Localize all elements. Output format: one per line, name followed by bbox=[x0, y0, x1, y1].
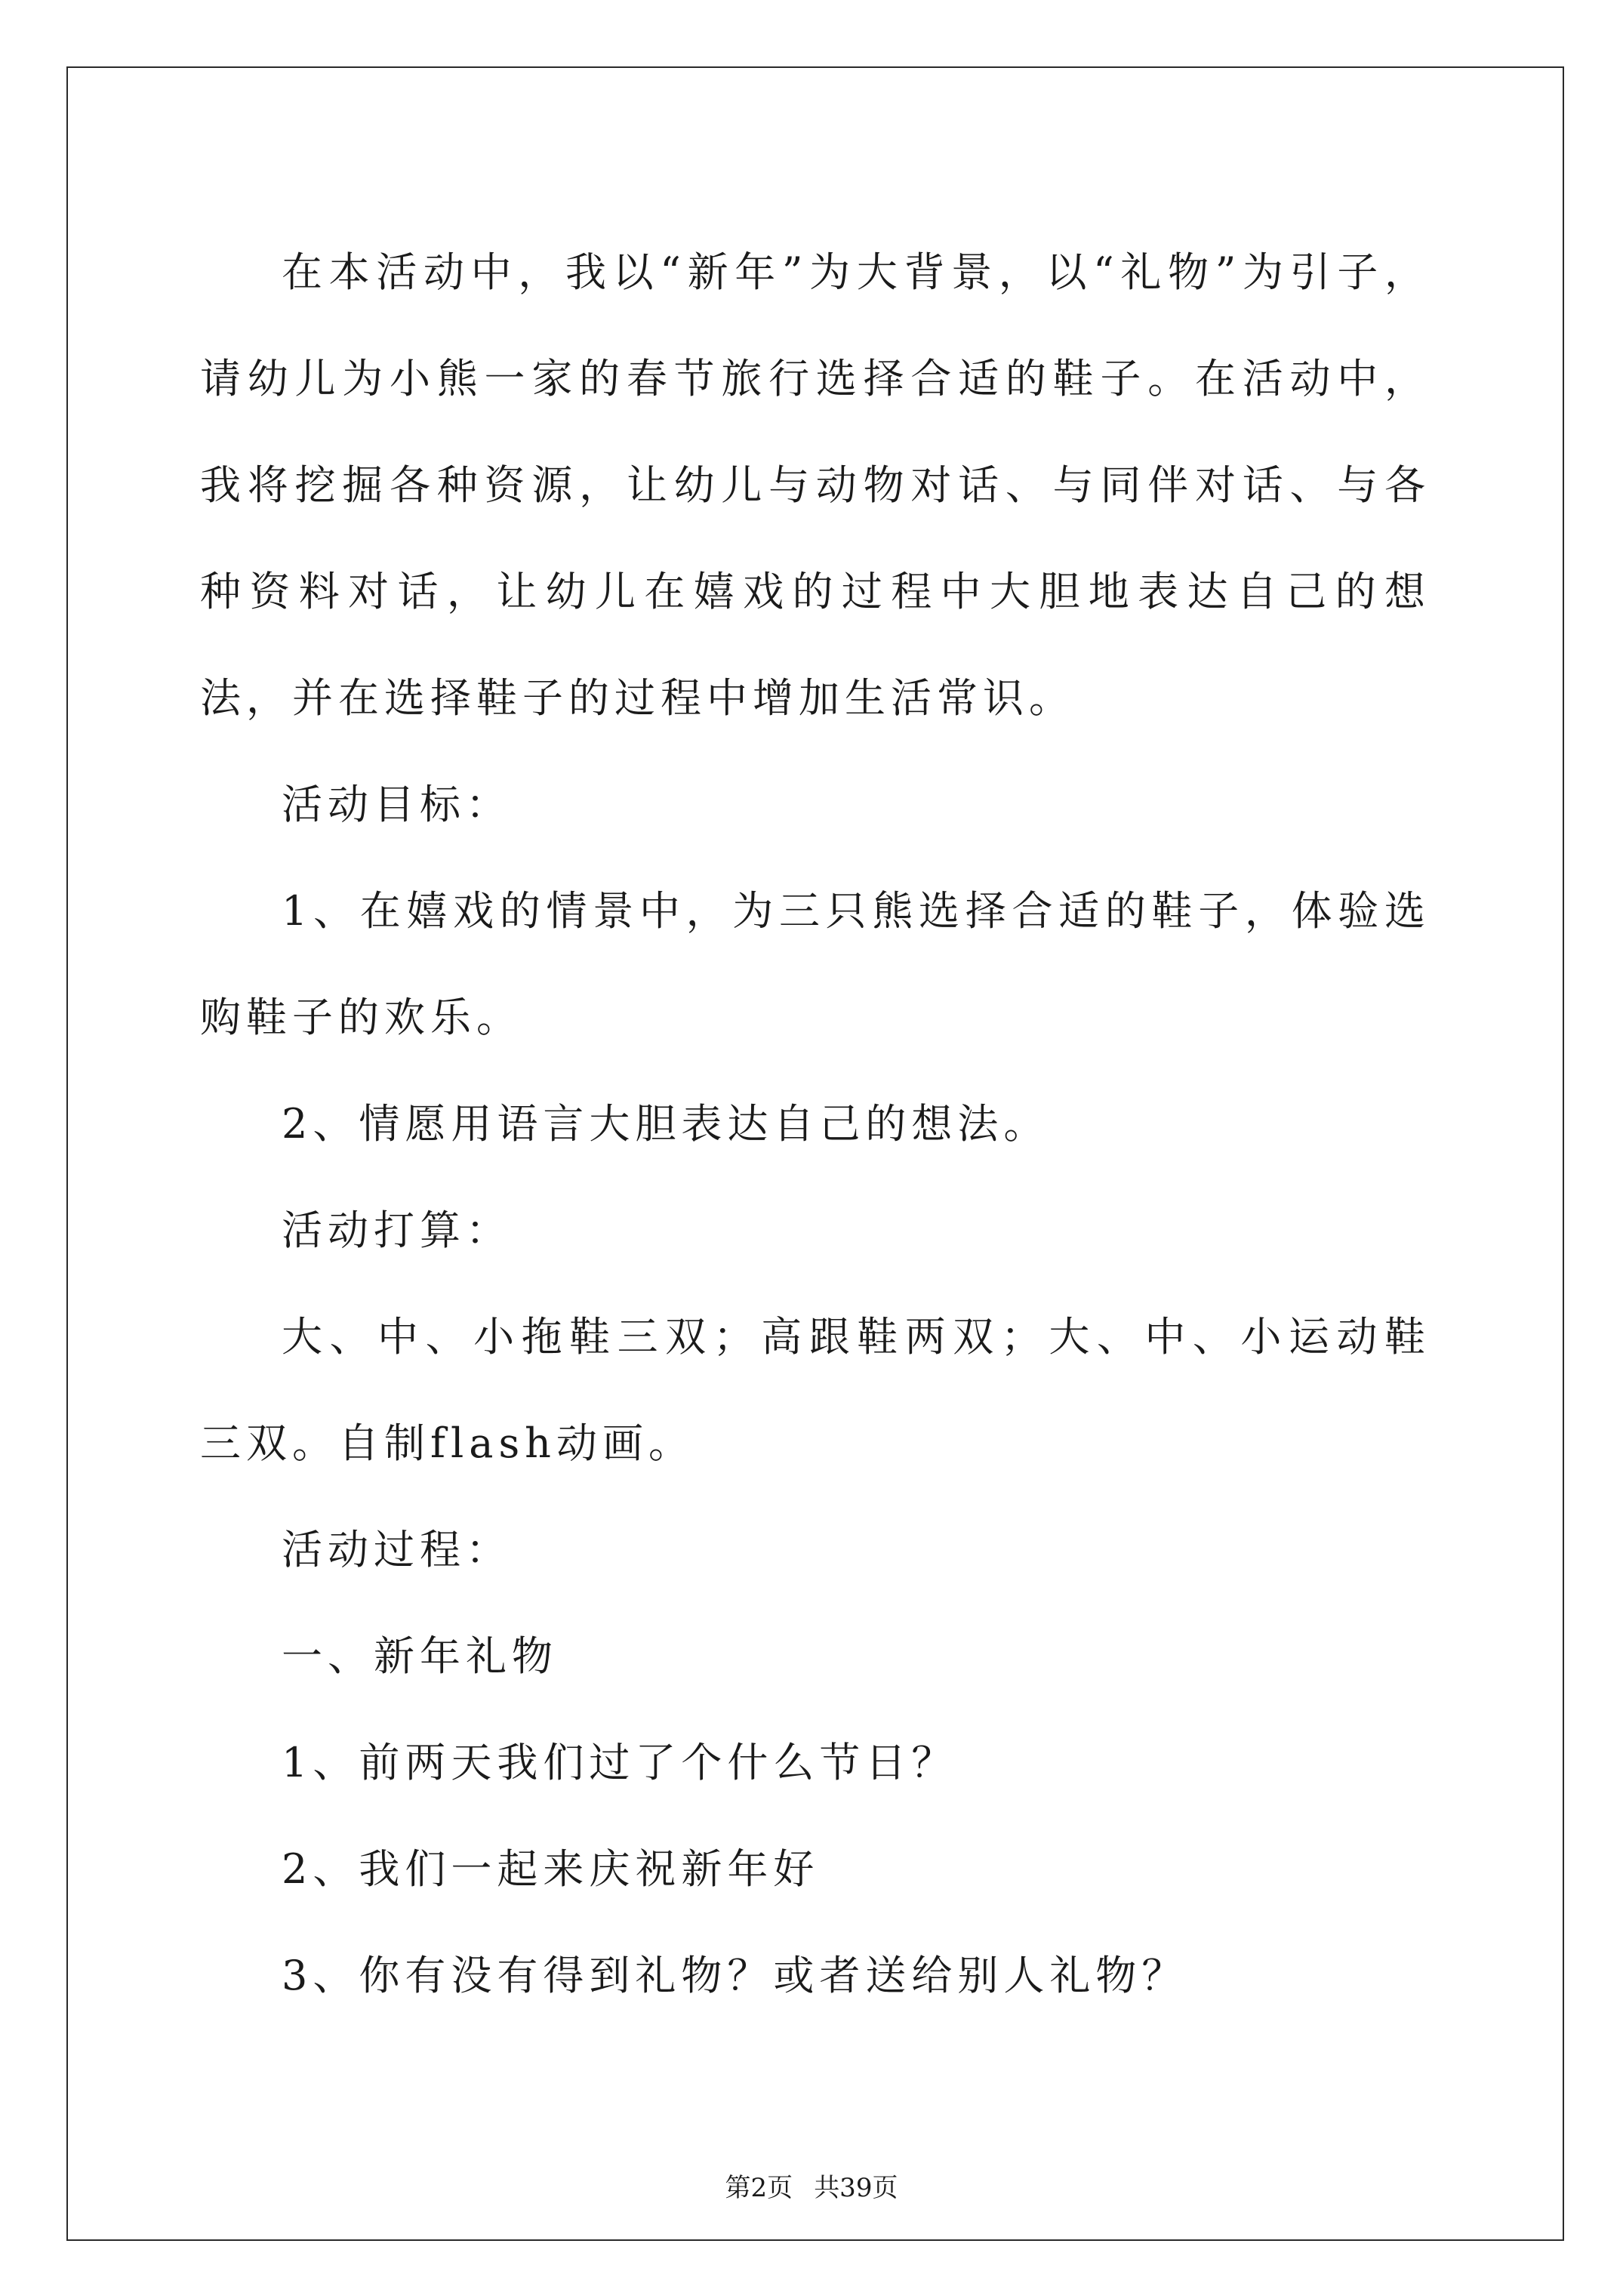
heading-activity-preparation: 活动打算： bbox=[282, 1207, 512, 1254]
paragraph-intro: 在本活动中，我以“新年”为大背景，以“礼物”为引子，请幼儿为小熊一家的春节旅行选择合适的鞋子。在活动中，我将挖掘各种资源，让幼儿与动物对话、与同伴对话、与各种资料对话，让幼儿在嬉戏的过程中大胆地表达自己的想法，并在选择鞋子的过程中增加生活常识。 bbox=[200, 248, 1431, 722]
goal-item-1: 1、在嬉戏的情景中，为三只熊选择合适的鞋子，体验选购鞋子的欢乐。 bbox=[200, 887, 1431, 1041]
heading-activity-process: 活动过程： bbox=[282, 1526, 512, 1573]
page-number: 第2页 bbox=[725, 2173, 793, 2203]
process-item-2: 2、我们一起来庆祝新年好 bbox=[282, 1845, 820, 1893]
preparation-materials: 大、中、小拖鞋三双；高跟鞋两双；大、中、小运动鞋三双。自制flash动画。 bbox=[200, 1313, 1431, 1467]
process-item-1: 1、前两天我们过了个什么节日？ bbox=[282, 1739, 958, 1786]
heading-activity-goals: 活动目标： bbox=[282, 781, 512, 828]
goal-item-2: 2、情愿用语言大胆表达自己的想法。 bbox=[282, 1100, 1050, 1148]
document-body bbox=[200, 219, 1431, 2029]
page-total: 共39页 bbox=[814, 2173, 898, 2203]
section-new-year-gift: 一、新年礼物 bbox=[282, 1632, 558, 1680]
process-item-3: 3、你有没有得到礼物？或者送给别人礼物？ bbox=[282, 1952, 1188, 1999]
page-footer bbox=[0, 2167, 1623, 2204]
